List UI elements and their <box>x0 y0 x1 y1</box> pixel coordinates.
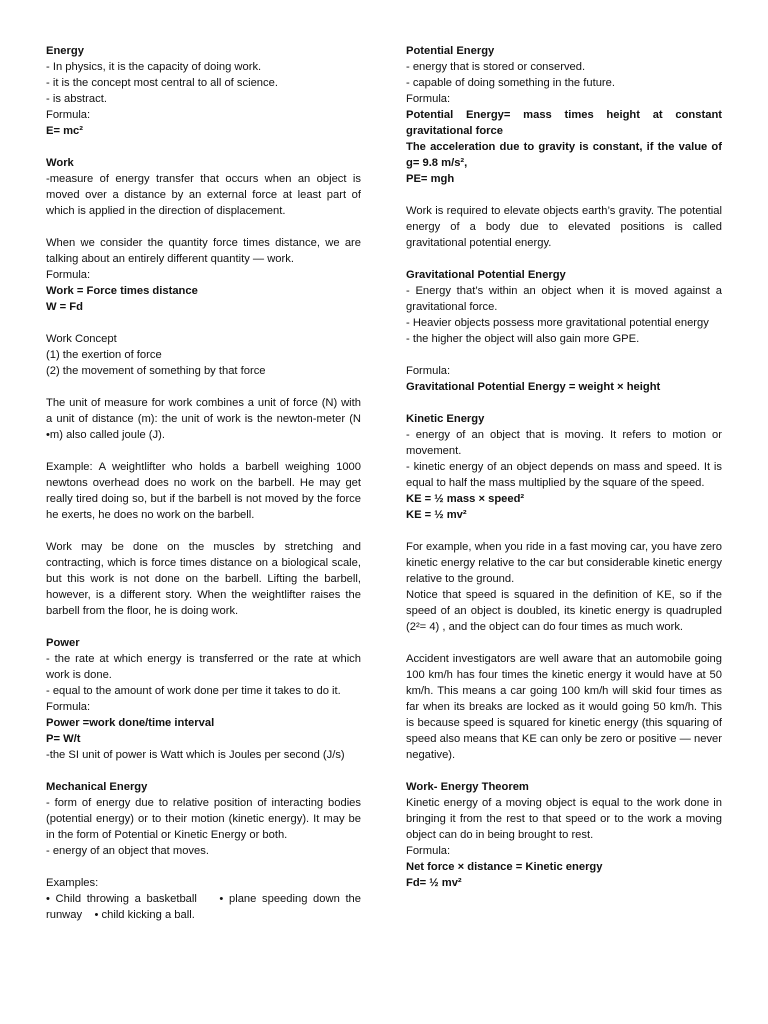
text-line: Formula: <box>46 701 91 713</box>
paragraph: Example: A weightlifter who holds a barbell weighing 1000 newtons overhead does no work on the barbell. He may get really tired doing so, but if the barbell is not moved by the force he exerts, he does no work on the barbell. <box>46 461 361 521</box>
paragraph: Work may be done on the muscles by stretching and contracting, which is force times distance on a biological scale, but this work is not done on the barbell. Lifting the barbell, however, is a different story. When the weightlifter raises the barbell from the floor, he is doing work. <box>46 541 361 617</box>
text-line: - capable of doing something in the future. <box>406 77 615 89</box>
section-heading: Work <box>46 157 74 169</box>
paragraph: -measure of energy transfer that occurs when an object is moved over a distance by an external force at least part of which is applied in the direction of displacement. <box>46 173 361 217</box>
formula: Potential Energy= mass times height at constant gravitational force <box>406 109 722 137</box>
text-line: - In physics, it is the capacity of doing work. <box>46 61 262 73</box>
section-work-energy-theorem <box>406 779 722 891</box>
text-line: Formula: <box>406 93 451 105</box>
formula: Work = Force times distance <box>46 285 198 297</box>
paragraph: - equal to the amount of work done per time it takes to do it. <box>46 685 341 697</box>
formula: The acceleration due to gravity is constant, if the value of g= 9.8 m/s², <box>406 141 722 169</box>
accident-paragraph <box>406 651 722 763</box>
text-line: -the SI unit of power is Watt which is Joules per second (J/s) <box>46 749 345 761</box>
formula: Net force × distance = Kinetic energy <box>406 861 603 873</box>
section-heading: Energy <box>46 45 84 57</box>
formula: KE = ½ mv² <box>406 509 467 521</box>
examples-list: • Child throwing a basketball • plane speeding down the runway • child kicking a ball. <box>46 893 365 921</box>
formula: E= mc² <box>46 125 83 137</box>
paragraph: Accident investigators are well aware that an automobile going 100 km/h has four times the kinetic energy it would have at 50 km/h. This means a car going 100 km/h will skid four times as far when its breaks are locked as it would going 50 km/h. This is because speed is squared for kinetic energy (this squaring of speed also means that KE can only be zero or positive — never negative). <box>406 653 722 761</box>
text-line: Examples: <box>46 877 99 889</box>
text-line: Formula: <box>406 365 451 377</box>
section-heading: Work- Energy Theorem <box>406 781 529 793</box>
section-mechanical-energy <box>46 779 365 923</box>
unit-paragraph <box>46 395 361 443</box>
section-heading: Power <box>46 637 80 649</box>
section-work-concept <box>46 331 361 379</box>
section-heading: Kinetic Energy <box>406 413 485 425</box>
text-line: - is abstract. <box>46 93 107 105</box>
section-work <box>46 155 361 315</box>
formula: KE = ½ mass × speed² <box>406 493 525 505</box>
paragraph: - the rate at which energy is transferred or the rate at which work is done. <box>46 653 361 681</box>
formula: W = Fd <box>46 301 83 313</box>
formula: Fd= ½ mv² <box>406 877 462 889</box>
section-gravitational-potential-energy <box>406 267 722 395</box>
text-line: Formula: <box>46 269 91 281</box>
section-heading: Work Concept <box>46 333 117 345</box>
list-item: (2) the movement of something by that force <box>46 365 266 377</box>
text-line: Formula: <box>406 845 451 857</box>
example-paragraph <box>46 459 361 523</box>
text-line: - it is the concept most central to all of science. <box>46 77 278 89</box>
muscles-paragraph <box>46 539 361 619</box>
paragraph: Notice that speed is squared in the definition of KE, so if the speed of an object is doubled, its kinetic energy is quadrupled (2²= 4) , and the object can do four times as much work. <box>406 589 722 633</box>
section-heading: Gravitational Potential Energy <box>406 269 566 281</box>
paragraph: - energy of an object that is moving. It refers to motion or movement. <box>406 429 722 457</box>
formula: PE= mgh <box>406 173 455 185</box>
formula: Gravitational Potential Energy = weight × height <box>406 381 661 393</box>
left-column <box>46 43 365 939</box>
paragraph: For example, when you ride in a fast moving car, you have zero kinetic energy relative to the car but considerable kinetic energy relative to the ground. <box>406 541 722 585</box>
section-heading: Mechanical Energy <box>46 781 148 793</box>
elevate-paragraph <box>406 203 722 251</box>
paragraph: - Heavier objects possess more gravitational potential energy <box>406 317 709 329</box>
car-example-paragraph <box>406 539 722 635</box>
formula: Power =work done/time interval <box>46 717 215 729</box>
text-line: - energy that is stored or conserved. <box>406 61 586 73</box>
paragraph: Work is required to elevate objects earth’s gravity. The potential energy of a body due to elevated positions is called gravitational potential energy. <box>406 205 722 249</box>
text-line: Formula: <box>46 109 91 121</box>
paragraph: - Energy that’s within an object when it is moved against a gravitational force. <box>406 285 722 313</box>
paragraph: - energy of an object that moves. <box>46 845 209 857</box>
paragraph: Kinetic energy of a moving object is equal to the work done in bringing it from the rest to that speed or to the work a moving object can do in being brought to rest. <box>406 797 722 841</box>
paragraph: The unit of measure for work combines a unit of force (N) with a unit of distance (m): the unit of work is the newton-meter (N •m) also called joule (J). <box>46 397 361 441</box>
right-column <box>406 43 722 907</box>
formula: P= W/t <box>46 733 81 745</box>
section-power <box>46 635 361 763</box>
section-kinetic-energy <box>406 411 722 523</box>
section-potential-energy <box>406 43 722 187</box>
section-energy <box>46 43 361 139</box>
section-heading: Potential Energy <box>406 45 495 57</box>
paragraph: - form of energy due to relative position of interacting bodies (potential energy) or to their motion (kinetic energy). It may be in the form of Potential or Kinetic Energy or both. <box>46 797 361 841</box>
text-line: - the higher the object will also gain more GPE. <box>406 333 640 345</box>
paragraph: When we consider the quantity force times distance, we are talking about an entirely different quantity — work. <box>46 237 361 265</box>
paragraph: - kinetic energy of an object depends on mass and speed. It is equal to half the mass multiplied by the square of the speed. <box>406 461 722 489</box>
list-item: (1) the exertion of force <box>46 349 162 361</box>
